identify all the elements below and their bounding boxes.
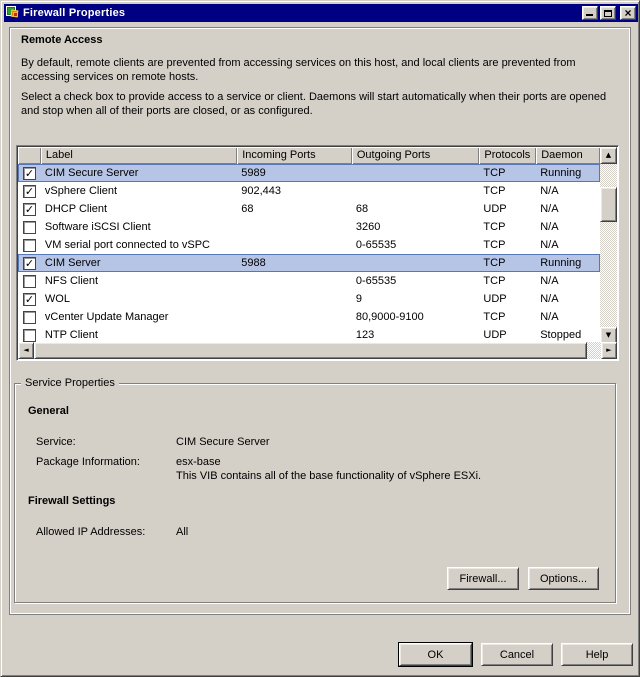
cell-outgoing: 3260 (355, 220, 381, 233)
cell-checkbox (18, 293, 41, 306)
help-button[interactable]: Help (561, 643, 633, 666)
cell-label: DHCP Client (44, 202, 108, 215)
close-icon: × (624, 6, 632, 20)
scroll-right-icon: ► (606, 346, 612, 354)
cell-label: vCenter Update Manager (44, 310, 169, 323)
cell-checkbox (18, 185, 41, 198)
table-row[interactable] (18, 200, 600, 218)
maximize-icon (604, 10, 612, 17)
unchecked-checkbox[interactable] (23, 221, 36, 234)
cell-daemon: Running (540, 166, 582, 179)
service-properties-groupbox (14, 383, 616, 603)
cell-daemon: Running (540, 256, 582, 269)
table-row[interactable] (18, 218, 600, 236)
cancel-button[interactable]: Cancel (481, 643, 553, 666)
checked-checkbox[interactable]: ✓ (24, 202, 35, 216)
cell-daemon: N/A (540, 238, 559, 251)
column-header-protocols[interactable]: Protocols (479, 147, 536, 164)
cell-label: VM serial port connected to vSPC (44, 238, 210, 251)
package-value: esx-base (176, 456, 221, 468)
scroll-down-icon: ▼ (605, 331, 612, 339)
remote-access-description: By default, remote clients are prevented from accessing services on this host, and local clients are prevented from accessing services on remote hosts. (21, 57, 576, 83)
checked-checkbox[interactable]: ✓ (24, 184, 35, 198)
checked-checkbox[interactable]: ✓ (24, 292, 35, 306)
cell-protocols: TCP (483, 220, 506, 233)
column-header-outgoing-ports[interactable]: Outgoing Ports (352, 147, 480, 164)
cell-incoming: 5989 (241, 166, 266, 179)
cell-label: NTP Client (44, 328, 98, 341)
scroll-up-button[interactable] (600, 147, 617, 164)
scroll-left-button[interactable] (18, 342, 34, 359)
cell-label: CIM Secure Server (44, 166, 139, 179)
table-rows (18, 164, 600, 344)
options-button[interactable]: Options... (528, 567, 599, 590)
horizontal-scrollbar[interactable] (18, 342, 617, 359)
cell-protocols: TCP (483, 274, 506, 287)
cell-incoming: 902,443 (241, 184, 281, 197)
minimize-button[interactable] (582, 6, 598, 20)
cell-outgoing: 68 (355, 202, 369, 215)
cell-outgoing: 80,9000-9100 (355, 310, 424, 323)
cell-outgoing: 9 (355, 292, 362, 305)
cell-protocols: TCP (483, 166, 506, 179)
allowed-ip-label: Allowed IP Addresses: (36, 526, 146, 538)
cell-checkbox (18, 221, 41, 234)
cell-incoming: 5988 (241, 256, 266, 269)
cell-protocols: UDP (483, 202, 507, 215)
cell-checkbox (18, 275, 41, 288)
unchecked-checkbox[interactable] (23, 239, 36, 252)
window-title: Firewall Properties (23, 7, 126, 19)
service-value: CIM Secure Server (176, 436, 270, 448)
cell-label: NFS Client (44, 274, 99, 287)
allowed-ip-value: All (176, 526, 189, 538)
close-button[interactable] (620, 6, 636, 20)
table-row[interactable] (18, 164, 600, 182)
cell-label: WOL (44, 292, 70, 305)
column-header-label[interactable]: Label (41, 147, 237, 164)
table-row[interactable] (18, 182, 600, 200)
scroll-up-icon: ▲ (605, 151, 612, 159)
cell-protocols: TCP (483, 238, 506, 251)
cell-checkbox (18, 329, 41, 342)
cell-label: Software iSCSI Client (44, 220, 151, 233)
cell-daemon: N/A (540, 292, 559, 305)
cell-checkbox (18, 167, 41, 180)
cell-daemon: N/A (540, 202, 559, 215)
maximize-button[interactable] (600, 6, 616, 20)
firewall-settings-heading: Firewall Settings (28, 495, 116, 507)
cell-incoming: 68 (241, 202, 254, 215)
titlebar[interactable] (4, 4, 638, 22)
unchecked-checkbox[interactable] (23, 329, 36, 342)
cell-protocols: TCP (483, 184, 506, 197)
cell-protocols: TCP (483, 256, 506, 269)
minimize-icon (586, 14, 593, 16)
table-row[interactable] (18, 236, 600, 254)
cell-protocols: UDP (483, 292, 507, 305)
table-header (18, 147, 600, 164)
cell-label: CIM Server (44, 256, 101, 269)
cell-daemon: N/A (540, 184, 559, 197)
cell-outgoing: 0-65535 (355, 238, 397, 251)
cell-checkbox (18, 311, 41, 324)
column-header-checkbox[interactable] (18, 147, 41, 164)
package-information-label: Package Information: (36, 456, 140, 468)
cell-protocols: TCP (483, 310, 506, 323)
checked-checkbox[interactable]: ✓ (24, 256, 35, 270)
vertical-scrollbar-thumb[interactable] (600, 187, 617, 222)
scroll-right-button[interactable] (601, 342, 617, 359)
cell-daemon: Stopped (540, 328, 582, 341)
unchecked-checkbox[interactable] (23, 311, 36, 324)
cell-protocols: UDP (483, 328, 507, 341)
vsphere-app-icon (6, 6, 20, 20)
column-header-daemon[interactable]: Daemon (536, 147, 600, 164)
cell-daemon: N/A (540, 274, 559, 287)
remote-access-heading: Remote Access (21, 34, 103, 46)
horizontal-scrollbar-thumb[interactable] (34, 342, 587, 359)
cell-label: vSphere Client (44, 184, 118, 197)
table-row[interactable] (18, 308, 600, 326)
cell-daemon: N/A (540, 220, 559, 233)
unchecked-checkbox[interactable] (23, 275, 36, 288)
checked-checkbox[interactable]: ✓ (24, 166, 35, 180)
general-heading: General (28, 405, 69, 417)
cell-outgoing: 0-65535 (355, 274, 397, 287)
firewall-button[interactable]: Firewall... (447, 567, 519, 590)
services-table (16, 145, 619, 361)
scroll-left-icon: ◄ (23, 346, 29, 354)
table-row[interactable] (18, 290, 600, 308)
service-label: Service: (36, 436, 76, 448)
table-row[interactable] (18, 254, 600, 272)
column-header-incoming-ports[interactable]: Incoming Ports (237, 147, 352, 164)
cell-checkbox (18, 257, 41, 270)
package-description: This VIB contains all of the base functionality of vSphere ESXi. (176, 470, 482, 482)
cell-checkbox (18, 203, 41, 216)
cell-outgoing: 123 (355, 328, 375, 341)
cell-checkbox (18, 239, 41, 252)
cell-daemon: N/A (540, 310, 559, 323)
remote-access-instructions: Select a check box to provide access to a service or client. Daemons will start automatically when their ports are opened and stop when all of their ports are closed, or as configured. (21, 91, 607, 117)
vertical-scrollbar[interactable] (600, 147, 617, 344)
table-row[interactable] (18, 272, 600, 290)
ok-button[interactable]: OK (399, 643, 472, 666)
service-properties-label: Service Properties (21, 377, 119, 389)
